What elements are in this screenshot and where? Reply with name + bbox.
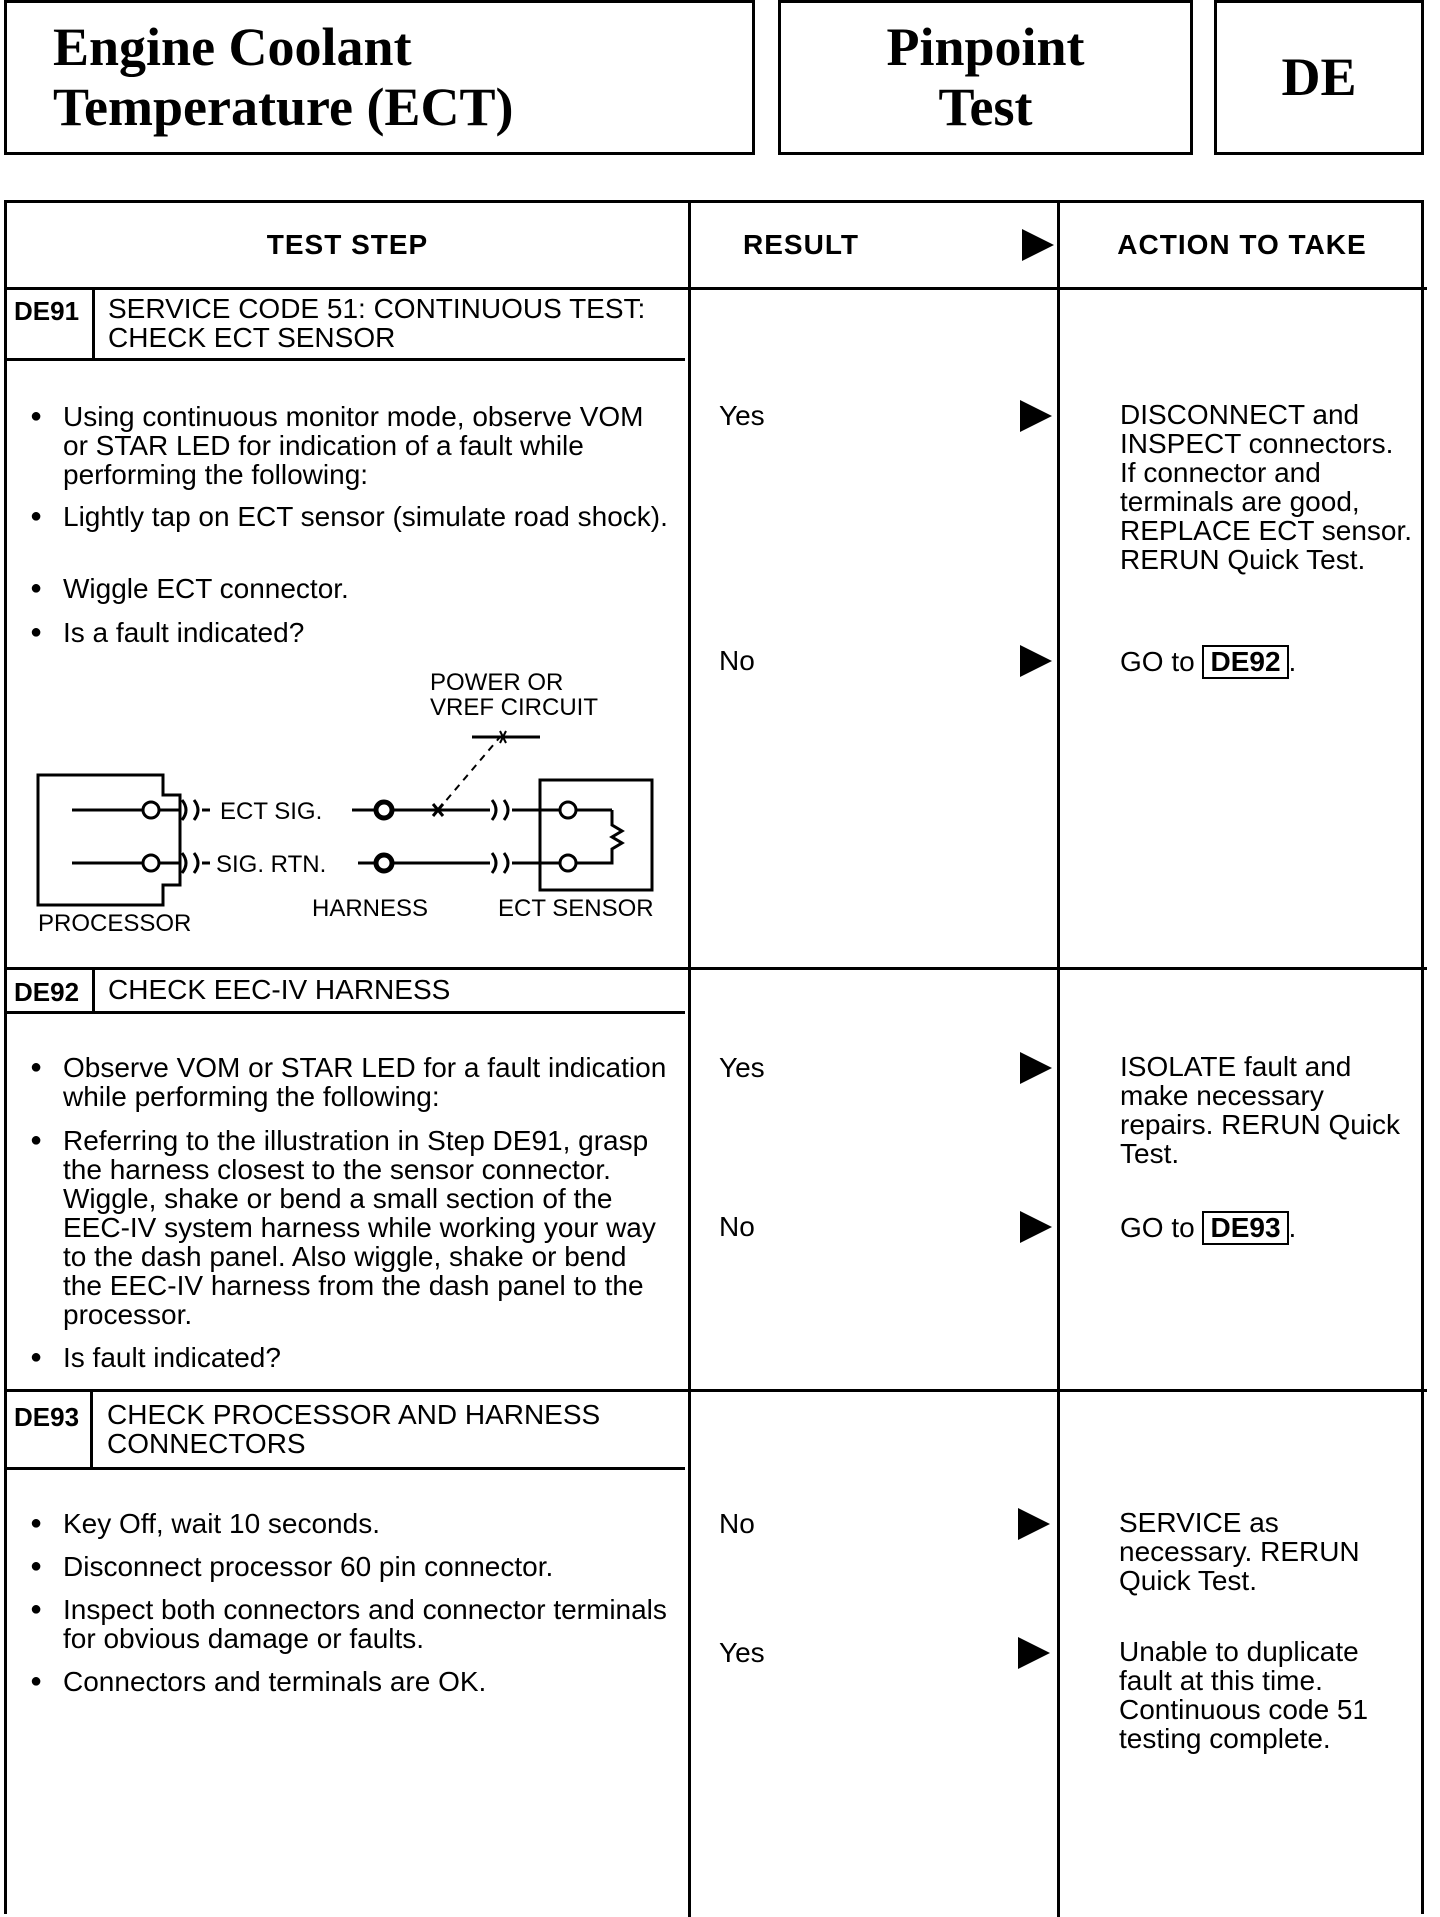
result-yes: Yes: [719, 1052, 765, 1083]
title-underline: [4, 1467, 685, 1470]
step-title: SERVICE CODE 51: CONTINUOUS TEST: CHECK ECT SENSOR: [108, 293, 646, 353]
bullet-item: ● Connectors and terminals are OK.: [30, 1667, 670, 1696]
diagram-label-harness: HARNESS: [312, 895, 429, 922]
result-yes: Yes: [719, 400, 765, 431]
bullet-item: ● Wiggle ECT connector.: [30, 574, 670, 603]
result-no: No: [719, 1508, 755, 1539]
step-code: DE93: [14, 1402, 80, 1432]
bullet-item: ● Inspect both connectors and connector terminals for obvious damage or faults.: [30, 1595, 670, 1653]
col-divider-2: [1057, 203, 1060, 1917]
header-divider: [7, 287, 1427, 290]
step-reference[interactable]: DE93: [1202, 1211, 1288, 1245]
col-header-action: ACTION TO TAKE: [1117, 229, 1367, 260]
page-title: Engine Coolant Temperature (ECT): [53, 17, 514, 137]
result-arrow-icon: [1020, 1052, 1052, 1084]
diagram-label-ect-sig: ECT SIG.: [220, 798, 323, 825]
action-text: ISOLATE fault and make necessary repairs. RERUN Quick Test.: [1120, 1051, 1401, 1169]
result-arrow-icon: [1020, 1211, 1052, 1243]
bullet-item: ● Observe VOM or STAR LED for a fault indication while performing the following:: [30, 1053, 670, 1111]
title-underline: [4, 1011, 685, 1014]
bullet-item: ● Is fault indicated?: [30, 1343, 670, 1372]
ect-circuit-diagram: [30, 665, 670, 945]
action-text: Unable to duplicate fault at this time. Continuous code 51 testing complete.: [1119, 1636, 1369, 1754]
diagram-label-power-1: POWER OR: [430, 669, 564, 696]
row-divider-1: [7, 967, 1427, 970]
action-text: SERVICE as necessary. RERUN Quick Test.: [1119, 1507, 1360, 1596]
col-header-test-step: TEST STEP: [266, 229, 429, 260]
diagram-label-processor: PROCESSOR: [38, 910, 192, 937]
bullet-item: ● Disconnect processor 60 pin connector.: [30, 1552, 670, 1581]
code-divider: [90, 1389, 93, 1470]
bullet-item: ● Using continuous monitor mode, observe VOM or STAR LED for indication of a fault while performing the following:: [30, 402, 670, 489]
step-title: CHECK PROCESSOR AND HARNESS CONNECTORS: [107, 1399, 601, 1459]
result-arrow-icon: [1020, 645, 1052, 677]
test-code: DE: [1281, 47, 1357, 107]
action-goto: GO to DE92 .: [1120, 646, 1297, 677]
bullet-item: ● Referring to the illustration in Step DE91, grasp the harness closest to the sensor connector. Wiggle, shake or bend a small section of the EEC-IV system harness while working your way to the dash panel. Also wiggle, shake or bend the EEC-IV harness from the dash panel to the processor.: [30, 1126, 670, 1329]
step-reference[interactable]: DE92: [1202, 645, 1288, 679]
result-yes: Yes: [719, 1637, 765, 1668]
title-underline: [4, 358, 685, 361]
bullet-item: ● Is a fault indicated?: [30, 618, 670, 647]
code-box: [1214, 0, 1424, 155]
title-box: [4, 0, 755, 155]
code-divider: [92, 287, 95, 361]
step-code: DE91: [14, 296, 80, 326]
diagram-label-power-2: VREF CIRCUIT: [430, 694, 598, 721]
code-divider: [92, 967, 95, 1014]
diagram-label-ect-sensor: ECT SENSOR: [498, 895, 654, 922]
result-arrow-icon: [1020, 400, 1052, 432]
step-title: CHECK EEC-IV HARNESS: [108, 974, 451, 1005]
action-goto: GO to DE93 .: [1120, 1212, 1297, 1243]
col-header-result: RESULT: [743, 229, 859, 260]
action-text: DISCONNECT and INSPECT connectors. If connector and terminals are good, REPLACE ECT sensor. RERUN Quick Test.: [1120, 399, 1413, 575]
bullet-item: ● Lightly tap on ECT sensor (simulate road shock).: [30, 502, 670, 531]
bullet-item: ● Key Off, wait 10 seconds.: [30, 1509, 670, 1538]
ect-sensor-outline: [540, 780, 652, 890]
processor-outline: [38, 775, 180, 905]
diagram-label-sig-rtn: SIG. RTN.: [216, 851, 327, 878]
result-arrow-icon: [1018, 1637, 1050, 1669]
col-divider-1: [688, 203, 691, 1917]
pinpoint-title: Pinpoint Test: [886, 17, 1085, 137]
step-code: DE92: [14, 977, 80, 1007]
result-no: No: [719, 645, 755, 676]
header-arrow-icon: [1022, 229, 1054, 261]
result-arrow-icon: [1018, 1508, 1050, 1540]
result-no: No: [719, 1211, 755, 1242]
row-divider-2: [7, 1389, 1427, 1392]
pinpoint-box: [778, 0, 1193, 155]
